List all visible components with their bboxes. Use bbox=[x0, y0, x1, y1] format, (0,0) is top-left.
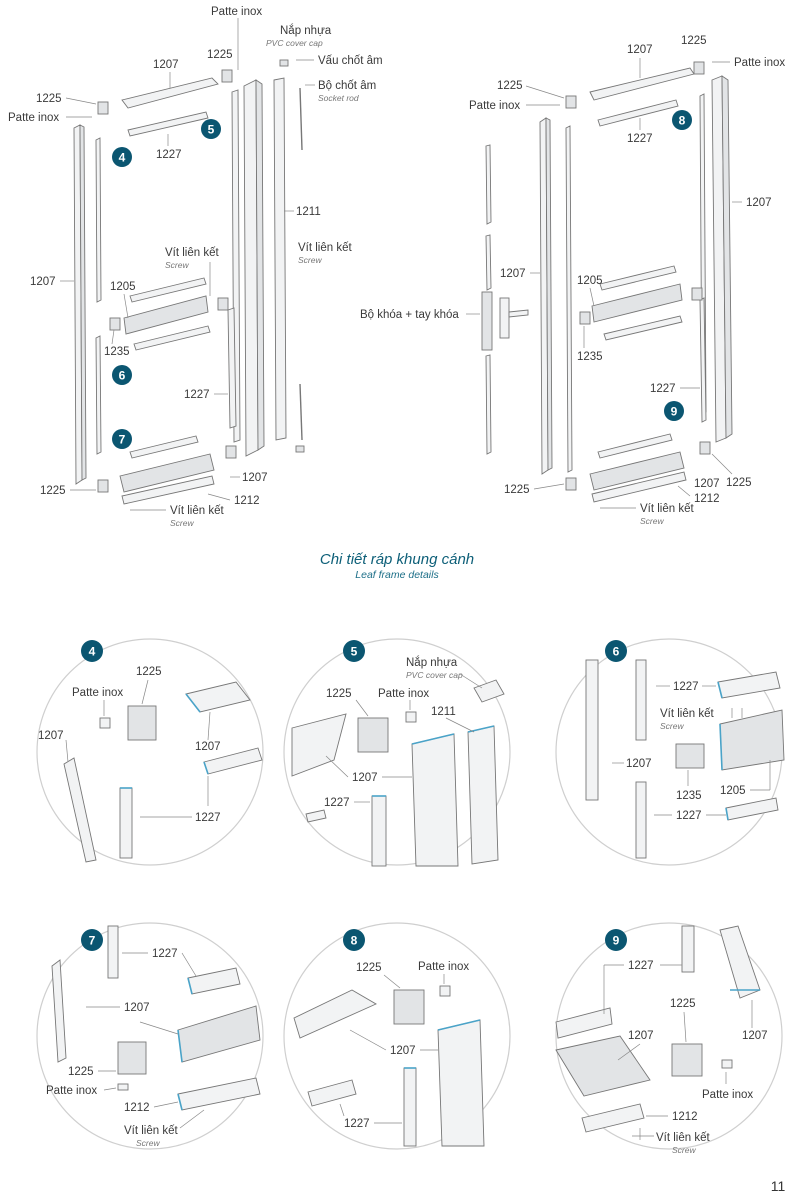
label-patte-inox-left: Patte inox bbox=[8, 112, 60, 124]
d7-patte bbox=[118, 1084, 128, 1090]
label-pvc-cover: Nắp nhựa bbox=[280, 25, 332, 37]
d9-label-screw: Vít liên kết bbox=[656, 1132, 710, 1144]
label-r-1225-bottom-left: 1225 bbox=[504, 484, 530, 496]
left-mullion-lower bbox=[96, 336, 101, 454]
mid-rail-b bbox=[134, 326, 210, 350]
d7-label-screw-en: Screw bbox=[136, 1138, 160, 1148]
label-1211: 1211 bbox=[296, 206, 321, 218]
d5-mullion bbox=[372, 796, 386, 866]
d7-1225-block bbox=[118, 1042, 146, 1074]
stile-1211 bbox=[274, 78, 286, 440]
caption-title: Chi tiết ráp khung cánh bbox=[319, 551, 475, 568]
badge-6-text: 6 bbox=[612, 644, 620, 659]
label-1235: 1235 bbox=[104, 346, 130, 358]
label-1225-top: 1225 bbox=[207, 49, 233, 61]
d9-label-1207: 1207 bbox=[628, 1030, 654, 1042]
label-1207-left: 1207 bbox=[30, 276, 56, 288]
label-1207-bottom: 1207 bbox=[242, 472, 268, 484]
label-r-1212: 1212 bbox=[694, 493, 720, 505]
d9-label-1212: 1212 bbox=[672, 1111, 698, 1123]
d4-label-1207-left: 1207 bbox=[38, 730, 64, 742]
lock-stile-lower bbox=[486, 355, 491, 454]
label-socket-rod-en: Socket rod bbox=[318, 93, 359, 103]
d5-1211-stile bbox=[468, 726, 498, 864]
d9-mullion bbox=[682, 926, 694, 972]
left-mullion-upper bbox=[96, 138, 101, 302]
badge-9-top-text: 9 bbox=[670, 404, 678, 419]
badge-9-text: 9 bbox=[612, 933, 620, 948]
d5-label-1207: 1207 bbox=[352, 772, 378, 784]
label-pvc-cover-en: PVC cover cap bbox=[266, 38, 323, 48]
label-r-1205: 1205 bbox=[577, 275, 603, 287]
bracket-1235 bbox=[110, 318, 120, 330]
label-r-1227-top: 1227 bbox=[627, 133, 653, 145]
label-socket-rod: Bộ chốt âm bbox=[318, 80, 377, 92]
label-r-1235: 1235 bbox=[577, 351, 603, 363]
d7-label-1207: 1207 bbox=[124, 1002, 150, 1014]
label-lock: Bộ khóa + tay khóa bbox=[360, 309, 459, 321]
d4-label-1227: 1227 bbox=[195, 812, 221, 824]
detail-4 bbox=[37, 639, 263, 865]
bottom-rail-a bbox=[130, 436, 198, 458]
pvc-cover-piece bbox=[280, 60, 288, 66]
right-bracket-1235 bbox=[580, 312, 590, 324]
label-vau-chot: Vấu chốt âm bbox=[318, 55, 383, 67]
patte-bracket-left-bottom bbox=[98, 480, 108, 492]
detail-9 bbox=[556, 923, 782, 1155]
d6-label-1235: 1235 bbox=[676, 790, 702, 802]
bracket-mid-right bbox=[218, 298, 228, 310]
mid-rail-1205 bbox=[124, 296, 208, 334]
d5-1207-stile bbox=[412, 734, 458, 866]
d8-label-1225: 1225 bbox=[356, 962, 382, 974]
d5-label-pvc: Nắp nhựa bbox=[406, 657, 458, 669]
label-screw-right-en: Screw bbox=[298, 255, 322, 265]
badge-6-top-text: 6 bbox=[118, 368, 126, 383]
label-r-1207-bottom: 1207 bbox=[694, 478, 720, 490]
d7-label-patte: Patte inox bbox=[46, 1085, 98, 1097]
right-bracket-mid bbox=[692, 288, 702, 300]
d7-label-screw: Vít liên kết bbox=[124, 1125, 178, 1137]
label-1227-upper: 1227 bbox=[156, 149, 182, 161]
label-r-1207-right: 1207 bbox=[746, 197, 772, 209]
label-screw-bottom-en: Screw bbox=[170, 518, 194, 528]
label-r-1225-top: 1225 bbox=[681, 35, 707, 47]
right-mid-rail-b bbox=[604, 316, 682, 340]
badge-5-text: 5 bbox=[350, 644, 358, 659]
right-rail-1227 bbox=[598, 100, 678, 126]
badge-5-top-text: 5 bbox=[207, 122, 215, 137]
d6-label-1205: 1205 bbox=[720, 785, 746, 797]
label-r-1207-top: 1207 bbox=[627, 44, 653, 56]
page-number: 11 bbox=[770, 1178, 786, 1194]
d5-label-1225: 1225 bbox=[326, 688, 352, 700]
rail-1227-top bbox=[128, 112, 208, 136]
d9-label-patte: Patte inox bbox=[702, 1089, 754, 1101]
detail-6 bbox=[556, 639, 784, 865]
d8-1225-block bbox=[394, 990, 424, 1024]
d6-label-screw: Vít liên kết bbox=[660, 708, 714, 720]
d6-stile-outer bbox=[586, 660, 598, 800]
d7-label-1212: 1212 bbox=[124, 1102, 150, 1114]
d4-label-1225: 1225 bbox=[136, 666, 162, 678]
d5-label-1211: 1211 bbox=[431, 706, 456, 718]
label-r-1225-bottom: 1225 bbox=[726, 477, 752, 489]
d5-label-pvc-en: PVC cover cap bbox=[406, 670, 463, 680]
label-1225-left: 1225 bbox=[36, 93, 62, 105]
detail-7 bbox=[37, 923, 263, 1149]
lock-handle-plate bbox=[500, 298, 509, 338]
label-patte-inox-top: Patte inox bbox=[211, 6, 263, 18]
label-screw-mid-en: Screw bbox=[165, 260, 189, 270]
badge-8-top-text: 8 bbox=[678, 113, 686, 128]
label-screw-right: Vít liên kết bbox=[298, 242, 352, 254]
right-patte-bottom-left bbox=[566, 478, 576, 490]
d8-1207-stile bbox=[438, 1020, 484, 1146]
right-bottom-rail-a bbox=[598, 434, 672, 458]
right-patte-top-right bbox=[694, 62, 704, 74]
label-r-patte-inox: Patte inox bbox=[734, 57, 786, 69]
d5-label-1227: 1227 bbox=[324, 797, 350, 809]
patte-bracket-top bbox=[222, 70, 232, 82]
d4-label-1207: 1207 bbox=[195, 741, 221, 753]
lock-handle-lever bbox=[509, 310, 528, 317]
d9-label-1227: 1227 bbox=[628, 960, 654, 972]
label-r-1207-left: 1207 bbox=[500, 268, 526, 280]
lock-stile-mid bbox=[486, 235, 491, 290]
d9-1225-block bbox=[672, 1044, 702, 1076]
right-top-rail-1207 bbox=[590, 68, 694, 100]
d8-label-patte: Patte inox bbox=[418, 961, 470, 973]
patte-bracket-left-top bbox=[98, 102, 108, 114]
socket-rod-bottom bbox=[300, 384, 302, 440]
d4-patte bbox=[100, 718, 110, 728]
badge-4-top-text: 4 bbox=[118, 150, 126, 165]
socket-rod-top bbox=[300, 88, 302, 150]
detail-8 bbox=[284, 923, 510, 1149]
right-leaf-inner-stile bbox=[566, 126, 572, 472]
d9-label-1207-right: 1207 bbox=[742, 1030, 768, 1042]
d6-label-1207: 1207 bbox=[626, 758, 652, 770]
d8-label-1207: 1207 bbox=[390, 1045, 416, 1057]
patte-bracket-bottom bbox=[226, 446, 236, 458]
label-r-1227-lower: 1227 bbox=[650, 383, 676, 395]
lock-body bbox=[482, 292, 492, 350]
mid-rail-a bbox=[130, 278, 206, 302]
right-mid-rail-a bbox=[600, 266, 676, 290]
d4-label-patte: Patte inox bbox=[72, 687, 124, 699]
label-1225-bottom: 1225 bbox=[40, 485, 66, 497]
d7-label-1227: 1227 bbox=[152, 948, 178, 960]
d8-label-1227: 1227 bbox=[344, 1118, 370, 1130]
badge-4-text: 4 bbox=[88, 644, 96, 659]
label-screw-bottom: Vít liên kết bbox=[170, 505, 224, 517]
label-r-screw: Vít liên kết bbox=[640, 503, 694, 515]
d6-label-1227-top: 1227 bbox=[673, 681, 699, 693]
d6-1235-block bbox=[676, 744, 704, 768]
d9-patte bbox=[722, 1060, 732, 1068]
label-1227-lower: 1227 bbox=[184, 389, 210, 401]
badge-7-text: 7 bbox=[88, 933, 96, 948]
d6-label-1227-bottom: 1227 bbox=[676, 810, 702, 822]
caption-subtitle: Leaf frame details bbox=[355, 569, 439, 581]
d7-mullion bbox=[108, 926, 118, 978]
badge-7-top-text: 7 bbox=[118, 432, 126, 447]
right-patte-top-left bbox=[566, 96, 576, 108]
left-leaf-exploded bbox=[74, 60, 304, 504]
pvc-cover-piece-bottom bbox=[296, 446, 304, 452]
d4-1225-block bbox=[128, 706, 156, 740]
d5-label-patte: Patte inox bbox=[378, 688, 430, 700]
lock-stile-upper bbox=[486, 145, 491, 224]
d9-label-screw-en: Screw bbox=[672, 1145, 696, 1155]
label-1207-top: 1207 bbox=[153, 59, 179, 71]
d7-label-1225: 1225 bbox=[68, 1066, 94, 1078]
right-patte-bottom-right bbox=[700, 442, 710, 454]
d6-label-screw-en: Screw bbox=[660, 721, 684, 731]
badge-8-text: 8 bbox=[350, 933, 358, 948]
detail-5 bbox=[284, 639, 510, 866]
d5-patte bbox=[406, 712, 416, 722]
label-r-patte-inox-left: Patte inox bbox=[469, 100, 521, 112]
label-1205: 1205 bbox=[110, 281, 136, 293]
right-leaf-exploded bbox=[482, 62, 732, 502]
d9-label-1225: 1225 bbox=[670, 998, 696, 1010]
right-mid-rail-1205 bbox=[592, 284, 682, 322]
label-1212: 1212 bbox=[234, 495, 260, 507]
d6-mullion-upper bbox=[636, 660, 646, 740]
d4-mullion bbox=[120, 788, 132, 858]
d8-patte bbox=[440, 986, 450, 996]
d6-mullion-lower bbox=[636, 782, 646, 858]
d5-1225-block bbox=[358, 718, 388, 752]
label-r-1225-left: 1225 bbox=[497, 80, 523, 92]
d8-mullion bbox=[404, 1068, 416, 1146]
label-screw-mid: Vít liên kết bbox=[165, 247, 219, 259]
label-r-screw-en: Screw bbox=[640, 516, 664, 526]
